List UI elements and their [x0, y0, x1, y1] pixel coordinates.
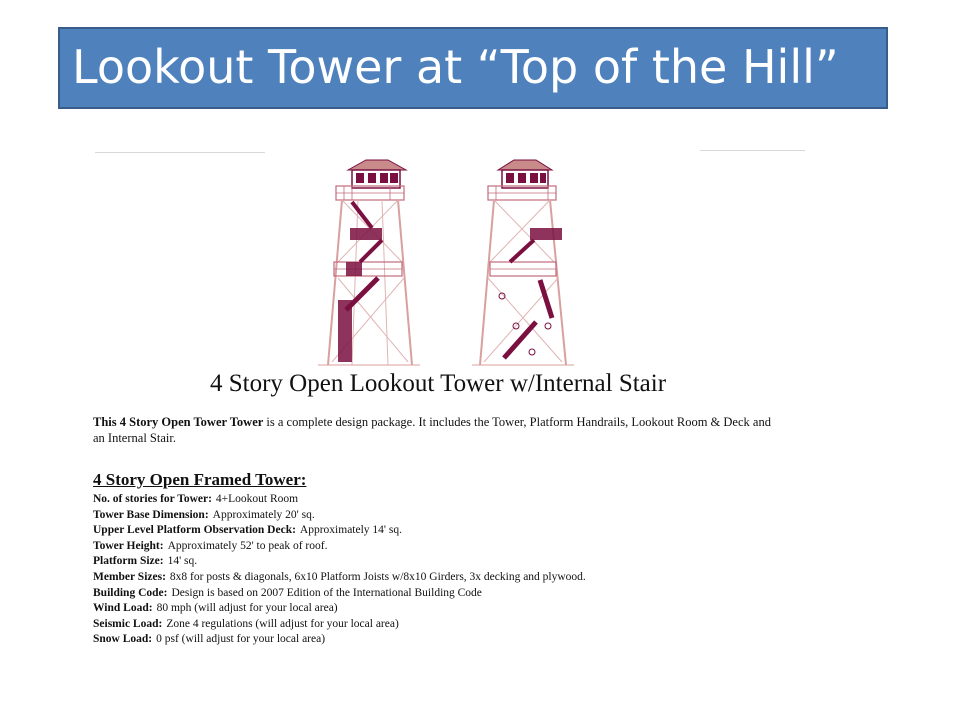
spec-value: Approximately 14' sq. — [299, 524, 402, 537]
spec-label: No. of stories for Tower: — [93, 493, 212, 505]
spec-value: 80 mph (will adjust for your local area) — [156, 602, 338, 615]
spec-label: Building Code: — [93, 586, 168, 599]
spec-value: Zone 4 regulations (will adjust for your local area) — [166, 617, 399, 630]
spec-value: 14' sq. — [167, 555, 198, 568]
spec-label: Seismic Load: — [93, 617, 163, 630]
spec-label: Tower Base Dimension: — [93, 508, 209, 521]
document-heading: 4 Story Open Lookout Tower w/Internal Stair — [210, 370, 667, 397]
spec-label: Snow Load: — [93, 633, 153, 646]
spec-row — [93, 632, 713, 648]
spec-row — [93, 492, 713, 508]
intro-bold-text: This 4 Story Open Tower Tower — [93, 415, 264, 429]
spec-row — [93, 523, 713, 539]
spec-row — [93, 508, 713, 524]
spec-label: Upper Level Platform Observation Deck: — [93, 524, 296, 537]
spec-list — [93, 492, 713, 648]
spec-label: Tower Height: — [93, 539, 164, 552]
slide-title: Lookout Tower at “Top of the Hill” — [72, 40, 839, 94]
spec-row — [93, 617, 713, 633]
spec-value: Design is based on 2007 Edition of the International Building Code — [171, 586, 482, 599]
spec-value: 0 psf (will adjust for your local area) — [156, 633, 326, 646]
tower-elevation-2 — [472, 160, 574, 365]
spec-row — [93, 570, 713, 586]
spec-label: Member Sizes: — [93, 570, 166, 583]
intro-paragraph — [93, 414, 783, 446]
spec-row — [93, 539, 713, 555]
spec-label: Wind Load: — [93, 602, 153, 615]
spec-row — [93, 601, 713, 617]
spec-heading: 4 Story Open Framed Tower: — [93, 470, 307, 489]
spec-row — [93, 586, 713, 602]
spec-value: 4+Lookout Room — [215, 493, 299, 505]
spec-value: Approximately 52' to peak of roof. — [167, 539, 328, 552]
intro-text: is a complete design package. It includes the Tower, Platform Handrails, Lookout Room & Deck and an Internal Stair. — [93, 415, 771, 445]
spec-row — [93, 554, 713, 570]
spec-value: 8x8 for posts & diagonals, 6x10 Platform Joists w/8x10 Girders, 3x decking and plywood. — [169, 570, 586, 583]
tower-elevation-1 — [318, 160, 420, 365]
spec-label: Platform Size: — [93, 555, 164, 568]
spec-value: Approximately 20' sq. — [212, 508, 315, 521]
